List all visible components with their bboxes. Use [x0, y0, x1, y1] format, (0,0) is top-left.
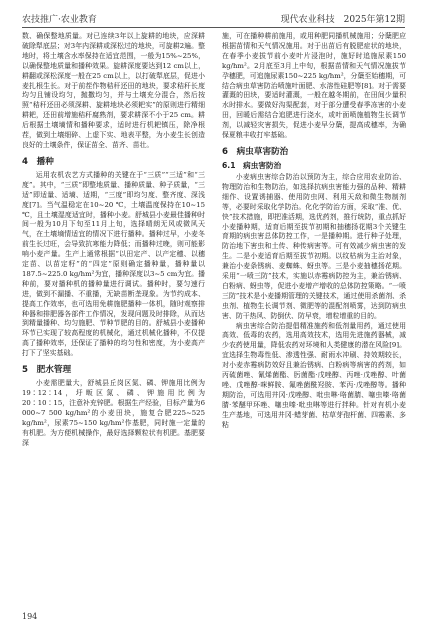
paragraph-fertilizer: 小麦需肥量大，舒城县丘岗区氮、磷、钾施用比例为19∶12∶14，圩畈区氮、磷、钾施用比例为20∶10∶15，注意补充锌肥。根据生产经验，目标产量为6 000~7 500 kg/hm²的小麦田块，施复合肥225~525 kg/hm²，尿素75~150 kg/hm²作基肥，同时施一定量的有机肥。为方便机械操作，最好选择颗粒状有机肥。基肥要深 — [22, 379, 205, 447]
paragraph-tillage: 数、确保整地质量。对已连续3年以上旋耕的地块，应深耕破除犁底层；对3年内深耕或深松过的地块，可旋耕2遍。整地时，将土壤含水率保持在适宜范围，一般为15%~25%，以确保整地质量和播种效果。旋耕深度要达到12 cm以上，耕翻或深松深度一般在25 cm以上，以打破犁底层，促进小麦扎根生长。对于前茬作物秸秆还田的地块，要求秸秆长度均匀且铺设均匀，抛撒均匀，并与土壤充分混合，然后按照“秸秆还田必须深耕、旋耕地块必须耙实”的原则进行精细耕耙，还田前增施秸秆腐熟剂，要求耕深不小于25 cm。耕后根据土壤墒情和播种要求，适时进行机耙镇压，除净根茬，做到土壤细碎、上虚下实、地表平整，为小麦生长创造良好的土壤条件，保证苗全、苗齐、苗壮。 — [22, 32, 205, 149]
running-header — [22, 9, 405, 25]
header-journal-issue: 现代农业科技 2025年第12期 — [280, 15, 405, 25]
section-heading-sowing: 4 播种 — [22, 156, 54, 167]
paragraph-pesticide-selection: 病虫害综合防治提倡精准施药和低剂量用药，通过使用高效、低毒的农药，选用高效技术，选用先进施药器械，减少农药使用量，降低农药对环境和人类健康的潜在风险[9]。宜选择生物毒性低、渗透性强、耐雨水冲刷、持效期较长，对小麦赤霉病防效好且兼治锈病、白粉病等病害的药剂，如丙硫菌唑、氰烯菌酯、肟菌酯·戊唑醇、丙唑·戊唑醇、叶菌唑、戊唑醇·咪鲜胺、氟唑菌酰羟胺、苯丙·戊唑醇等。播种期防治，可选用井冈·戊唑醇、吡虫啉·咯菌腈、噻虫嗪·咯菌腈·苯醚甲环唑、噻虫嗪·吡虫啉等进行拌种。针对有机小麦生产基地，可选用井冈·蜡芽菌、枯草芽孢杆菌、四霉素、多粘 — [222, 321, 406, 429]
left-column — [22, 32, 205, 448]
section-heading-fertilizer-water: 5 肥水管理 — [22, 365, 72, 376]
page-number: 194 — [22, 612, 38, 621]
right-column — [222, 32, 406, 431]
paragraph-pest-integrated-control: 小麦病虫害综合防治以预防为主，综合应用农业防治、物理防治和生物防治，如选择抗病虫害能力强的品种、精耕细作、设置诱捕器、使用防虫网、利用天敌和微生物制剂等，必要时采取化学防治。化化学防治方面，采取“准、优、快”技术措施，即把准活期，选优药剂，推行统防，重点抓好小麦播种期，适育后期至拔节初期和抽穗扬花期3个关键生育期的病虫害总体防控工作，一是播种期。进行种子处理，防治地下害虫和土传、种传病害等。可有效减少病虫害的发生。二是小麦适育后期至拔节初期。以纹枯病为主治对象，兼治小麦条锈病、麦蜘蛛、蚜虫等。三是小麦抽穗扬花期。采用“一喷三防”技术，实施以赤霉病防控为主，兼治锈病、白粉病、蚜虫等，促进小麦增产增收的总体防控策略。“一喷三防”技术是小麦播期管理的关键技术，通过使用杀菌剂、杀虫剂、植物生长调节剂、微肥等的混配剂喷雾，达到防病虫害、防干热风、防倒伏、防早衰，增粒增重的目的。 — [222, 172, 406, 320]
subsection-heading-pest-control: 6.1 病虫害防治 — [222, 160, 282, 170]
header-divider — [22, 27, 405, 28]
paragraph-sowing: 运用农机农艺方式播种的关键在于“三质”“三适”和“三度”。其中，“三质”即整地质量、播种质量、种子质量，“三适”即适量、适墒、适期，“三度”即均匀度、整齐度、深浅度[7]。当气温稳定在10~20 ℃，土壤温度保持在10~15 ℃，且土壤湿度适宜时，播种小麦。舒城县小麦最佳播种时间一般为10月下旬至11月上旬，选择晴朗无风或微风天气，在土壤墒情适宜的情况下进行播种。播种过早，小麦冬前生长过旺，会导致抗寒能力降低；而播种过晚，则可能影响小麦产量。生产上通常根据“以田定产、以产定穗、以穗定苗、以苗定籽”的“四定”原则确定播种量，播种量以187.5~225.0 kg/hm²为宜，播种深度以3~5 cm为宜。播种前，要对播种机的播种量进行调试。播种时，要匀速行进，做到不漏播、不重播，无缺苗断垄现象。为节约成本、提高工作效率，也可选用免耕施肥播种一体机，随时观察排种器和排肥器各部件工作情况，发现问题及时排除，从而达到精量播种、均匀施肥、节种节肥的目的。舒城县小麦播种环节已实现了较高程度的机械化，通过机械化播种，不仅提高了播种效率，还保证了播种的均匀性和密度，为小麦高产打下了坚实基础。 — [22, 170, 205, 358]
header-left-section: 农技推广·农业教育 — [22, 15, 97, 25]
paragraph-fertilizer-continued: 施，可在播种耕前施用，或用种肥同播机械施用；分蘖肥应根据苗情和天气情况施用。对于出苗后有脱肥症状的地块，在春季小麦拔节前小麦叶片浸泡时，施好时追施尿素150 kg/hm²。2月底至3月上中旬，根据苗情和天气情况施拔节孕穗肥，可追施尿素150~225 kg/hm²，分蘖至始穗期，可结合病虫草害防治喷施叶面肥、水溶性硅肥等[8]。对于需要灌溉的田块，要适时灌溉，一般在越冬期前，在田间少量积水时排水。要做好沟渠配套，对于部分遭受春季冻害的小麦田，回暖后需结合追肥进行浇水，或叶面喷施植物生长调节剂，以减轻灾害损失，促进小麦早分蘖，提高成穗率，为确保夏粮丰收打牢基础。 — [222, 32, 406, 140]
section-heading-pest-weed-control: 6 病虫草害防治 — [222, 146, 289, 157]
